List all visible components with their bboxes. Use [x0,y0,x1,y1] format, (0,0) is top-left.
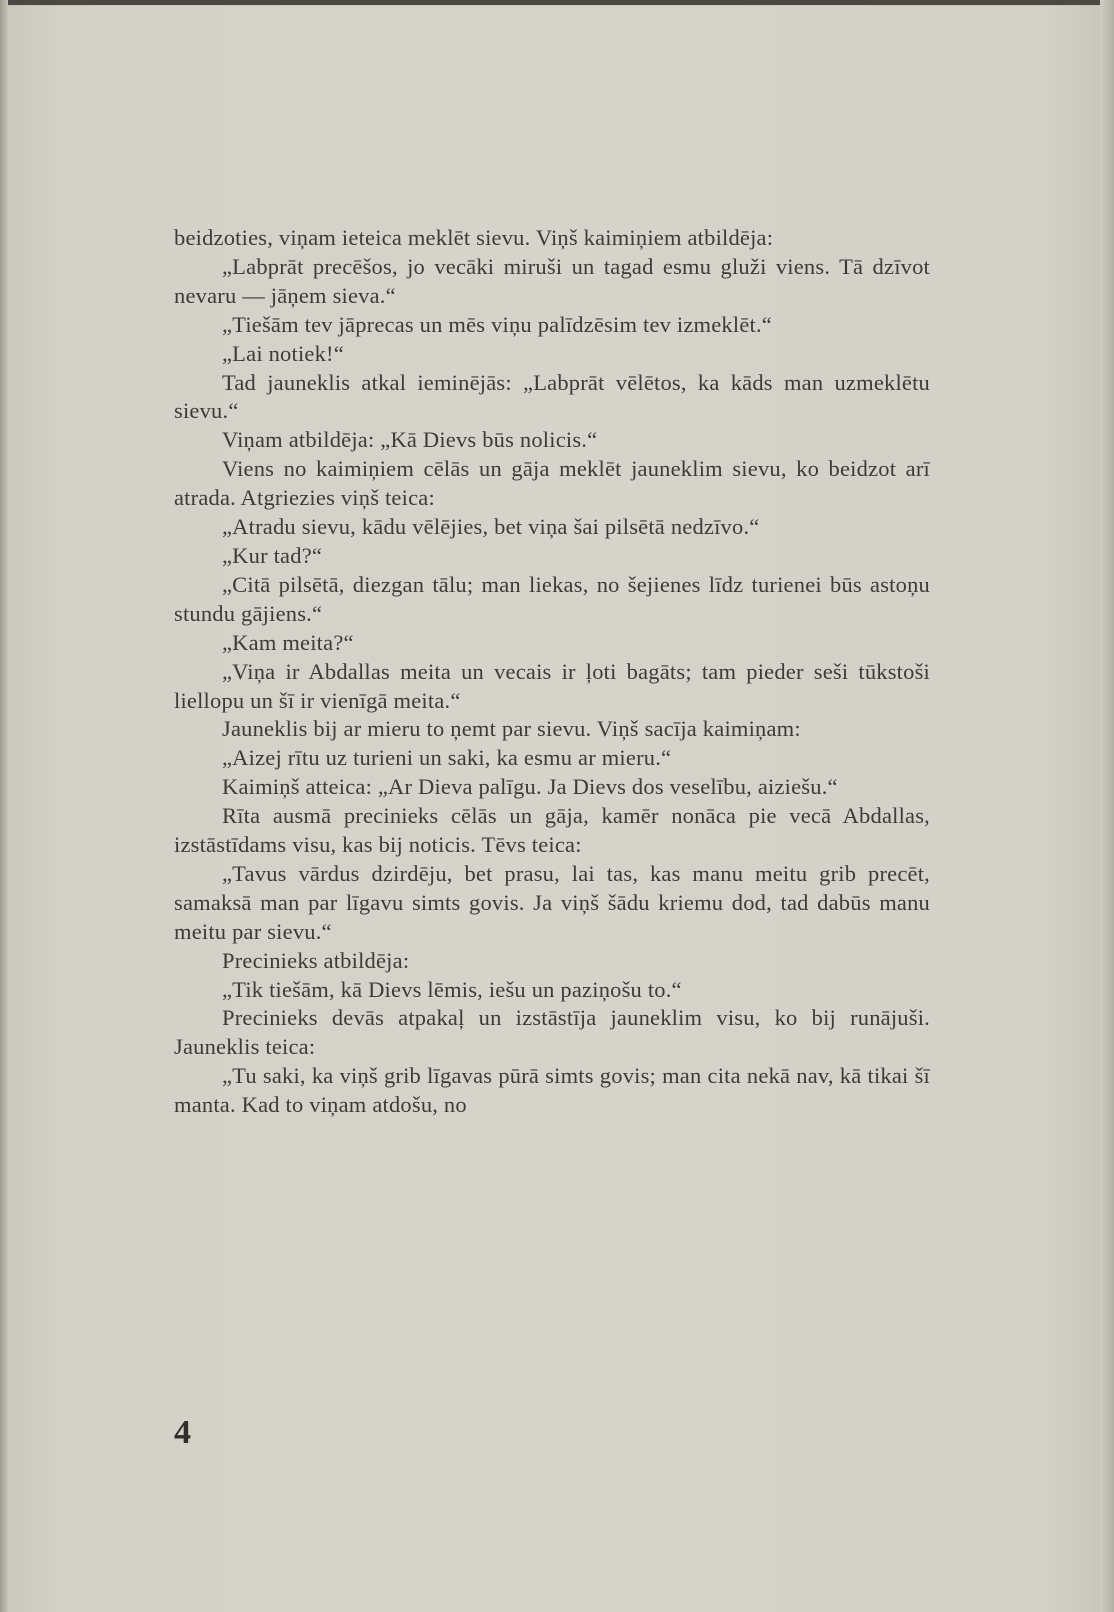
paragraph: „Tiešām tev jāprecas un mēs viņu palīdzēsim tev izmeklēt.“ [222,311,772,337]
paragraph: beidzoties, viņam ieteica meklēt sievu. Viņš kaimiņiem atbildēja: [174,225,774,250]
paragraph: Rīta ausmā precinieks cēlās un gāja, kamēr nonāca pie vecā Abdallas, izstāstīdams visu, kas bij noticis. Tēvs teica: [174,803,930,858]
paragraph: „Lai notiek!“ [222,340,344,366]
page-left-edge [0,0,8,1612]
paragraph: „Labprāt precēšos, jo vecāki miruši un tagad esmu gluži viens. Tā dzīvot nevaru — jāņem sieva.“ [174,253,930,308]
page-top-edge [0,0,1114,5]
paragraph: „Aizej rītu uz turieni un saki, ka esmu ar mieru.“ [222,745,672,771]
paragraph: Viņam atbildēja: „Kā Dievs būs nolicis.“ [222,427,598,453]
paragraph: Precinieks devās atpakaļ un izstāstīja jauneklim visu, ko bij runājuši. Jauneklis teica: [174,1005,930,1060]
paragraph: Kaimiņš atteica: „Ar Dieva palīgu. Ja Dievs dos veselību, aiziešu.“ [222,774,838,800]
paragraph: „Kam meita?“ [222,629,354,655]
paragraph: Viens no kaimiņiem cēlās un gāja meklēt jauneklim sievu, ko beidzot arī atrada. Atgriezies viņš teica: [174,456,930,511]
paragraph: „Kur tad?“ [222,542,323,568]
paragraph: „Tavus vārdus dzirdēju, bet prasu, lai tas, kas manu meitu grib precēt, samaksā man par līgavu simts govis. Ja viņš šādu kriemu dod, tad dabūs manu meitu par sievu.“ [174,860,930,944]
paragraph: „Tik tiešām, kā Dievs lēmis, iešu un paziņošu to.“ [222,976,682,1002]
paragraph: Tad jauneklis atkal ieminējās: „Labprāt vēlētos, ka kāds man uzmeklētu sievu.“ [174,369,930,424]
paragraph: „Atradu sievu, kādu vēlējies, bet viņa šai pilsētā nedzīvo.“ [222,514,760,540]
body-text [174,224,930,1120]
paragraph: Precinieks atbildēja: [222,947,410,973]
page-right-edge [1100,0,1114,1612]
paragraph: Jauneklis bij ar mieru to ņemt par sievu. Viņš sacīja kaimiņam: [222,716,801,742]
paragraph: „Citā pilsētā, diezgan tālu; man liekas, no šejienes līdz turienei būs astoņu stundu gājiens.“ [174,571,930,626]
page-number: 4 [174,1414,191,1451]
paragraph: „Viņa ir Abdallas meita un vecais ir ļoti bagāts; tam pieder seši tūkstoši liellopu un šī ir vienīgā meita.“ [174,658,930,713]
paragraph: „Tu saki, ka viņš grib līgavas pūrā simts govis; man cita nekā nav, kā tikai šī manta. Kad to viņam atdošu, no [174,1063,930,1118]
